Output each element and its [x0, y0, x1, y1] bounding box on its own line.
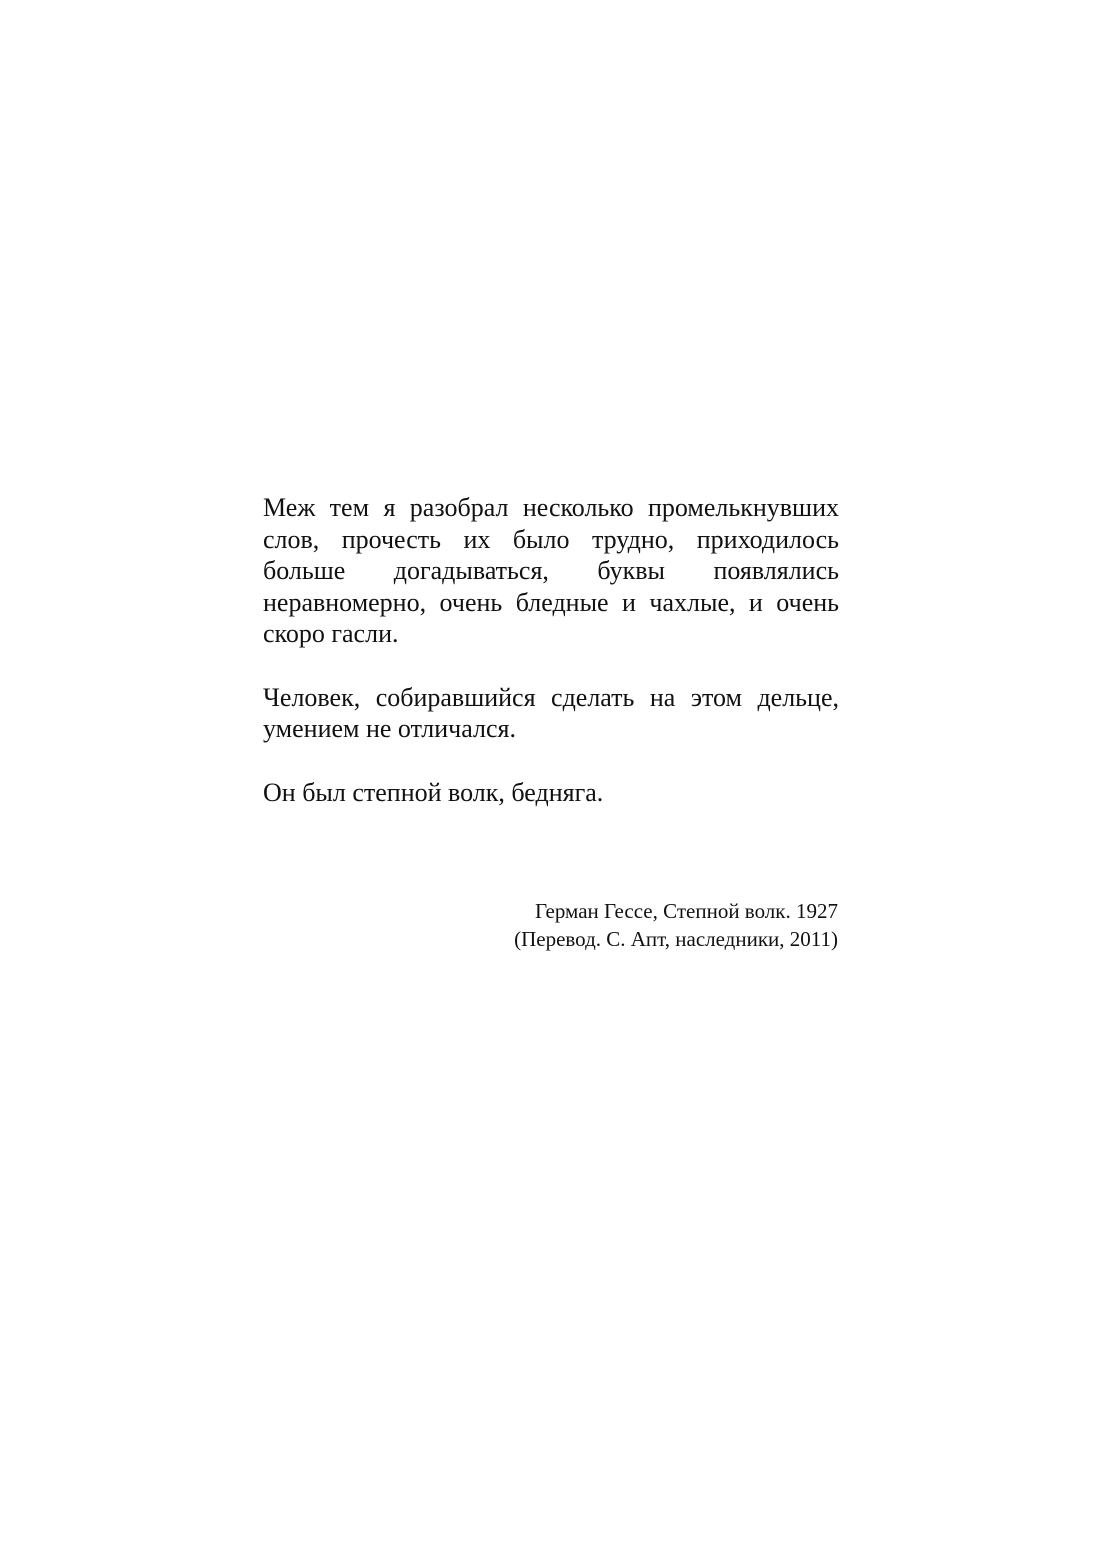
attribution — [358, 897, 838, 953]
attribution-author-title: Герман Гессе, Степной волк. 1927 — [535, 899, 838, 923]
paragraph-1: Меж тем я разобрал несколько промелькнувших слов, прочесть их было трудно, приходилось больше догадываться, буквы появлялись неравномерно, очень бледные и чахлые, и очень скоро гасли. — [263, 493, 839, 648]
paragraph-3: Он был степной волк, бедняга. — [263, 777, 604, 807]
paragraph-2: Человек, собиравшийся сделать на этом дельце, умением не отличался. — [263, 682, 839, 743]
attribution-translation: (Перевод. С. Апт, наследники, 2011) — [514, 927, 838, 951]
quote-body — [263, 492, 839, 808]
